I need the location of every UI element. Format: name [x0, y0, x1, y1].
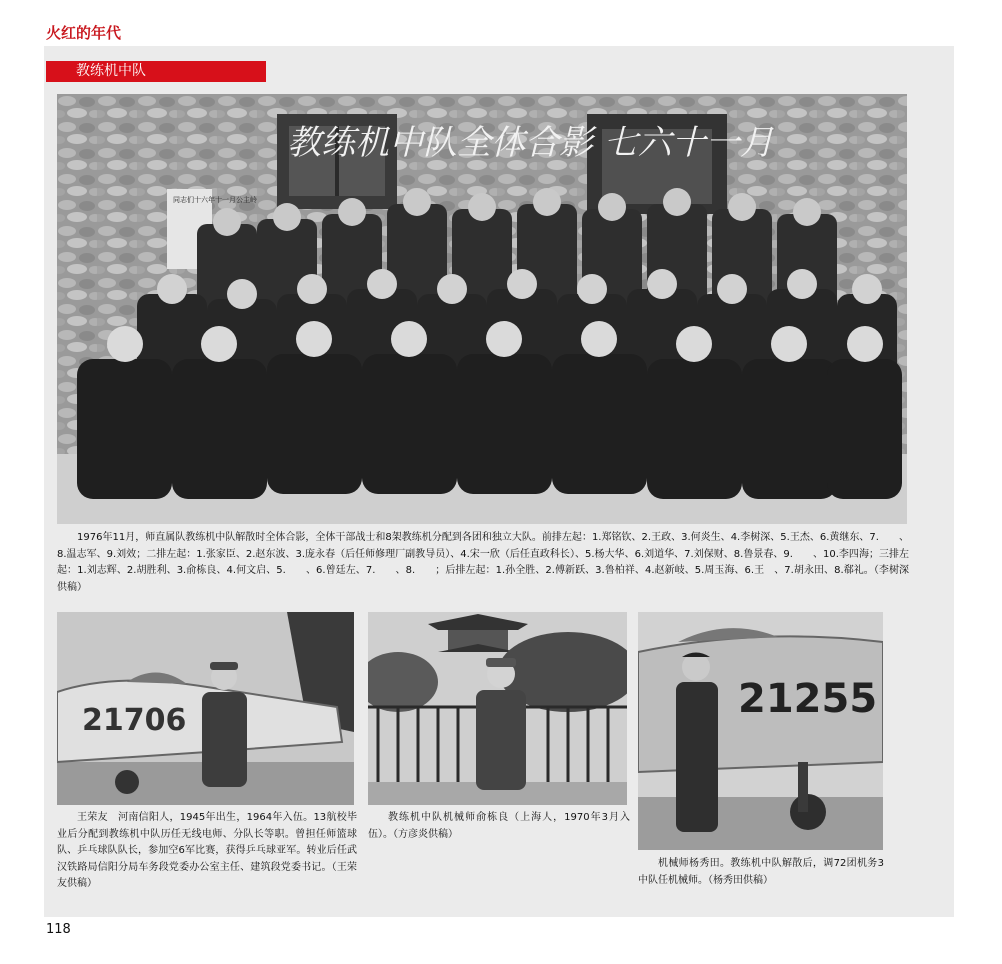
photo-inscription: 教练机中队全体合影 七六十一月: [287, 123, 774, 163]
photo-wang-rongyou: [57, 612, 354, 805]
jet-tail-number-c: 21255: [738, 676, 878, 722]
group-photo-image: [57, 94, 907, 524]
photo-yu-dongliang-image: [368, 612, 627, 805]
photo-yu-dongliang-caption: 教练机中队机械师俞栋良（上海人，1970年3月入伍）。（方彦炎供稿）: [368, 812, 630, 840]
magazine-header-title: 火红的年代: [46, 24, 122, 42]
photo-yang-xiutian-image: [638, 612, 883, 850]
jet-tail-number-a: 21706: [82, 703, 187, 738]
photo-wang-rongyou-image: [57, 612, 354, 805]
page-number: 118: [46, 922, 71, 937]
group-photo: [57, 94, 907, 524]
photo-yu-dongliang: [368, 612, 627, 805]
section-title-bar: 教练机中队: [46, 61, 266, 82]
group-photo-caption: 1976年11月，师直属队教练机中队解散时全体合影，全体干部战士和8架教练机分配到各团和独立大队。前排左起：1.郑铭钦、2.王政、3.何炎生、4.李树深、5.王杰、6.黄继东、7. 、8.温志军、9.刘效；二排左起：1.张家臣、2.赵东波、3.庞永春（后任师修理厂副教导员）、4.宋一欣（后任直政科长）、5.杨大华、6.刘道华、7.刘保财、8.鲁景春、9. 、10.李四海；三排左起：1.刘志辉、2.胡胜利、3.俞栋良、4.何文启、5. 、6.曾廷左、7. 、8. ；后排左起：1.孙全胜、2.傅新跃、3.鲁柏祥、4.赵新岐、5.周玉海、6.王 、7.胡永田、8.郗礼。（李树深供稿）: [57, 532, 909, 593]
photo-yang-xiutian: [638, 612, 883, 850]
photo-yang-xiutian-caption: 机械师杨秀田。教练机中队解散后，调72团机务3中队任机械师。（杨秀田供稿）: [638, 858, 884, 886]
photo-wang-rongyou-caption: 王荣友 河南信阳人，1945年出生，1964年入伍。13航校毕业后分配到教练机中队历任无线电师、分队长等职。曾担任师篮球队、乒乓球队队长，参加空6军比赛，获得乒乓球亚军。转业后任武汉铁路局信阳分局车务段党委办公室主任、建筑段党委书记。（王荣友供稿）: [57, 812, 357, 889]
wall-note-text: 同志们十六年十一月公主岭: [173, 196, 257, 204]
soldiers-group: [77, 188, 902, 499]
